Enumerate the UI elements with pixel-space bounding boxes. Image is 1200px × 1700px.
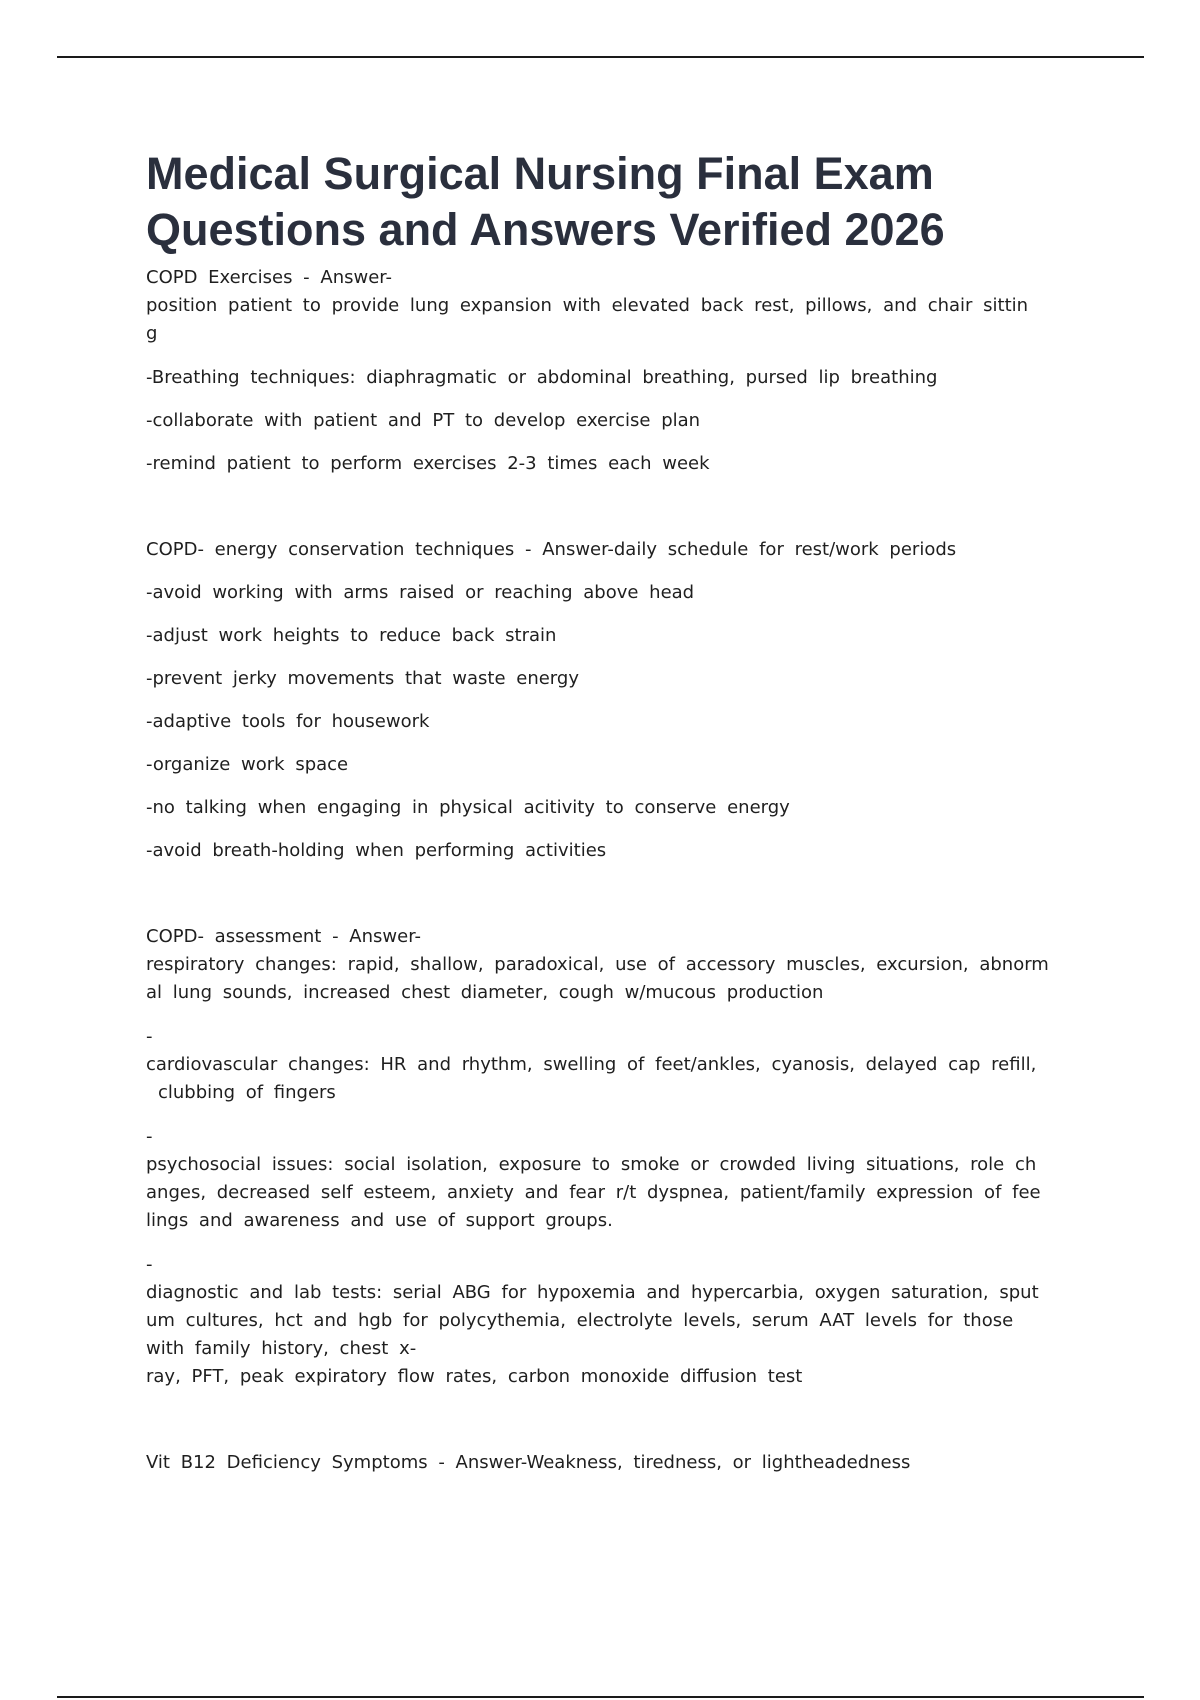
answer-dash: - [146,1254,153,1275]
answer-line: -avoid working with arms raised or reaching above head [146,582,695,603]
section-vit-b12 [146,1449,1056,1477]
answer-line: -Breathing techniques: diaphragmatic or abdominal breathing, pursed lip breathing [146,367,938,388]
answer-line: position patient to provide lung expansion with elevated back rest, pillows, and chair sittin [146,295,1029,316]
answer-line: psychosocial issues: social isolation, exposure to smoke or crowded living situations, role ch [146,1154,1037,1175]
answer-line: diagnostic and lab tests: serial ABG for hypoxemia and hypercarbia, oxygen saturation, sput [146,1282,1039,1303]
answer-line: with family history, chest x- [146,1338,417,1359]
answer-line: al lung sounds, increased chest diameter, cough w/mucous production [146,982,824,1003]
title-line-1: Medical Surgical Nursing Final Exam [146,148,934,199]
question-heading: COPD- assessment - Answer- [146,926,421,947]
answer-line: lings and awareness and use of support groups. [146,1210,613,1231]
answer-line: ray, PFT, peak expiratory flow rates, carbon monoxide diffusion test [146,1366,803,1387]
section-copd-energy [146,536,1056,865]
bottom-divider [57,1696,1144,1698]
answer-dash: - [146,1026,153,1047]
answer-line: -organize work space [146,754,349,775]
top-divider [57,56,1144,58]
document-title [146,146,1056,258]
answer-line: g [146,323,158,344]
question-heading: COPD- energy conservation techniques - Answer-daily schedule for rest/work periods [146,539,957,560]
answer-dash: - [146,1126,153,1147]
question-heading: Vit B12 Deficiency Symptoms - Answer-Weakness, tiredness, or lightheadedness [146,1452,911,1473]
answer-line: -collaborate with patient and PT to develop exercise plan [146,410,701,431]
title-line-2: Questions and Answers Verified 2026 [146,204,945,255]
answer-line: -no talking when engaging in physical acitivity to conserve energy [146,797,790,818]
answer-line: clubbing of fingers [158,1082,336,1103]
answer-line: -adjust work heights to reduce back strain [146,625,557,646]
section-copd-exercises [146,264,1056,478]
answer-line: -remind patient to perform exercises 2-3 times each week [146,453,710,474]
answer-line: -prevent jerky movements that waste energy [146,668,579,689]
answer-line: -adaptive tools for housework [146,711,430,732]
question-heading: COPD Exercises - Answer- [146,267,393,288]
document-page [146,146,1056,1477]
answer-line: cardiovascular changes: HR and rhythm, swelling of feet/ankles, cyanosis, delayed cap refill, [146,1054,1037,1075]
section-copd-assessment [146,923,1056,1391]
answer-line: um cultures, hct and hgb for polycythemia, electrolyte levels, serum AAT levels for those [146,1310,1014,1331]
answer-line: -avoid breath-holding when performing activities [146,840,607,861]
answer-line: respiratory changes: rapid, shallow, paradoxical, use of accessory muscles, excursion, abnorm [146,954,1049,975]
answer-line: anges, decreased self esteem, anxiety and fear r/t dyspnea, patient/family expression of fee [146,1182,1041,1203]
